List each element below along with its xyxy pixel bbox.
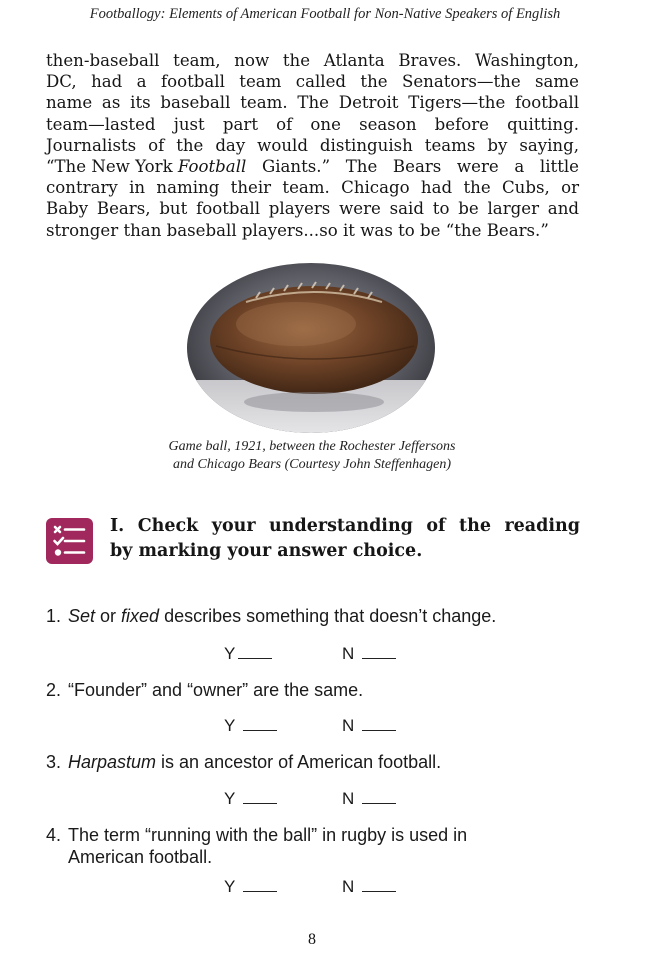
no-option[interactable]: N: [342, 644, 396, 664]
paragraph-line: team—lasted just part of one season before quitting.: [46, 114, 579, 134]
no-blank[interactable]: [362, 644, 396, 659]
paragraph-line: Journalists of the day would distinguish teams by saying,: [46, 135, 579, 155]
section-heading: [110, 514, 580, 564]
question-text: Set or fixed describes something that doesn’t change.: [68, 606, 497, 626]
football-photo: [186, 262, 436, 434]
yes-blank[interactable]: [243, 789, 277, 804]
yes-option[interactable]: Y: [224, 789, 277, 809]
caption-line: Game ball, 1921, between the Rochester Jeffersons: [168, 439, 456, 454]
yes-option[interactable]: Y: [224, 644, 272, 664]
question-text: The term “running with the ball” in rugby is used in: [68, 825, 468, 845]
body-paragraph: [46, 50, 579, 241]
question-3: [46, 751, 566, 773]
heading-line: by marking your answer choice.: [110, 541, 423, 561]
question-text: “Founder” and “owner” are the same.: [68, 680, 364, 700]
paragraph-line: [46, 156, 579, 177]
page-number: 8: [308, 931, 316, 948]
paragraph-line: Baby Bears, but football players were said to be larger and: [46, 199, 579, 219]
paragraph-line: then-baseball team, now the Atlanta Braves. Washington,: [46, 51, 579, 70]
italic-word: Football: [177, 157, 247, 177]
no-blank[interactable]: [362, 877, 396, 892]
question-text-continued: American football.: [68, 847, 213, 867]
checklist-icon: [46, 518, 93, 564]
caption-line: and Chicago Bears (Courtesy John Steffenhagen): [172, 457, 451, 472]
question-number: 3.: [46, 752, 62, 772]
heading-line: I. Check your understanding of the reading: [110, 516, 580, 536]
no-blank[interactable]: [362, 716, 396, 731]
question-2: [46, 679, 566, 701]
paragraph-fragment: “The New York: [46, 157, 178, 177]
paragraph-fragment: Giants.” The Bears were a little: [246, 157, 579, 177]
running-head: Footballogy: Elements of American Football for Non-Native Speakers of English: [89, 6, 561, 22]
vintage-football-image: [186, 262, 436, 434]
no-option[interactable]: N: [342, 716, 396, 736]
no-option[interactable]: N: [342, 877, 396, 897]
paragraph-line: contrary in naming their team. Chicago had the Cubs, or: [46, 178, 579, 198]
question-1: [46, 605, 566, 627]
yes-blank[interactable]: [238, 644, 272, 659]
yes-blank[interactable]: [243, 877, 277, 892]
question-number: 4.: [46, 825, 62, 845]
question-text: Harpastum is an ancestor of American football.: [68, 752, 442, 772]
yes-option[interactable]: Y: [224, 716, 277, 736]
paragraph-line: stronger than baseball players...so it was to be “the Bears.”: [46, 220, 549, 240]
yes-blank[interactable]: [243, 716, 277, 731]
question-4: [46, 824, 566, 868]
question-number: 1.: [46, 606, 62, 626]
no-blank[interactable]: [362, 789, 396, 804]
paragraph-line: DC, had a football team called the Senators—the same: [46, 72, 579, 92]
paragraph-line: name as its baseball team. The Detroit Tigers—the football: [46, 93, 579, 113]
yes-option[interactable]: Y: [224, 877, 277, 897]
question-number: 2.: [46, 680, 62, 700]
no-option[interactable]: N: [342, 789, 396, 809]
figure-caption: [0, 438, 624, 474]
